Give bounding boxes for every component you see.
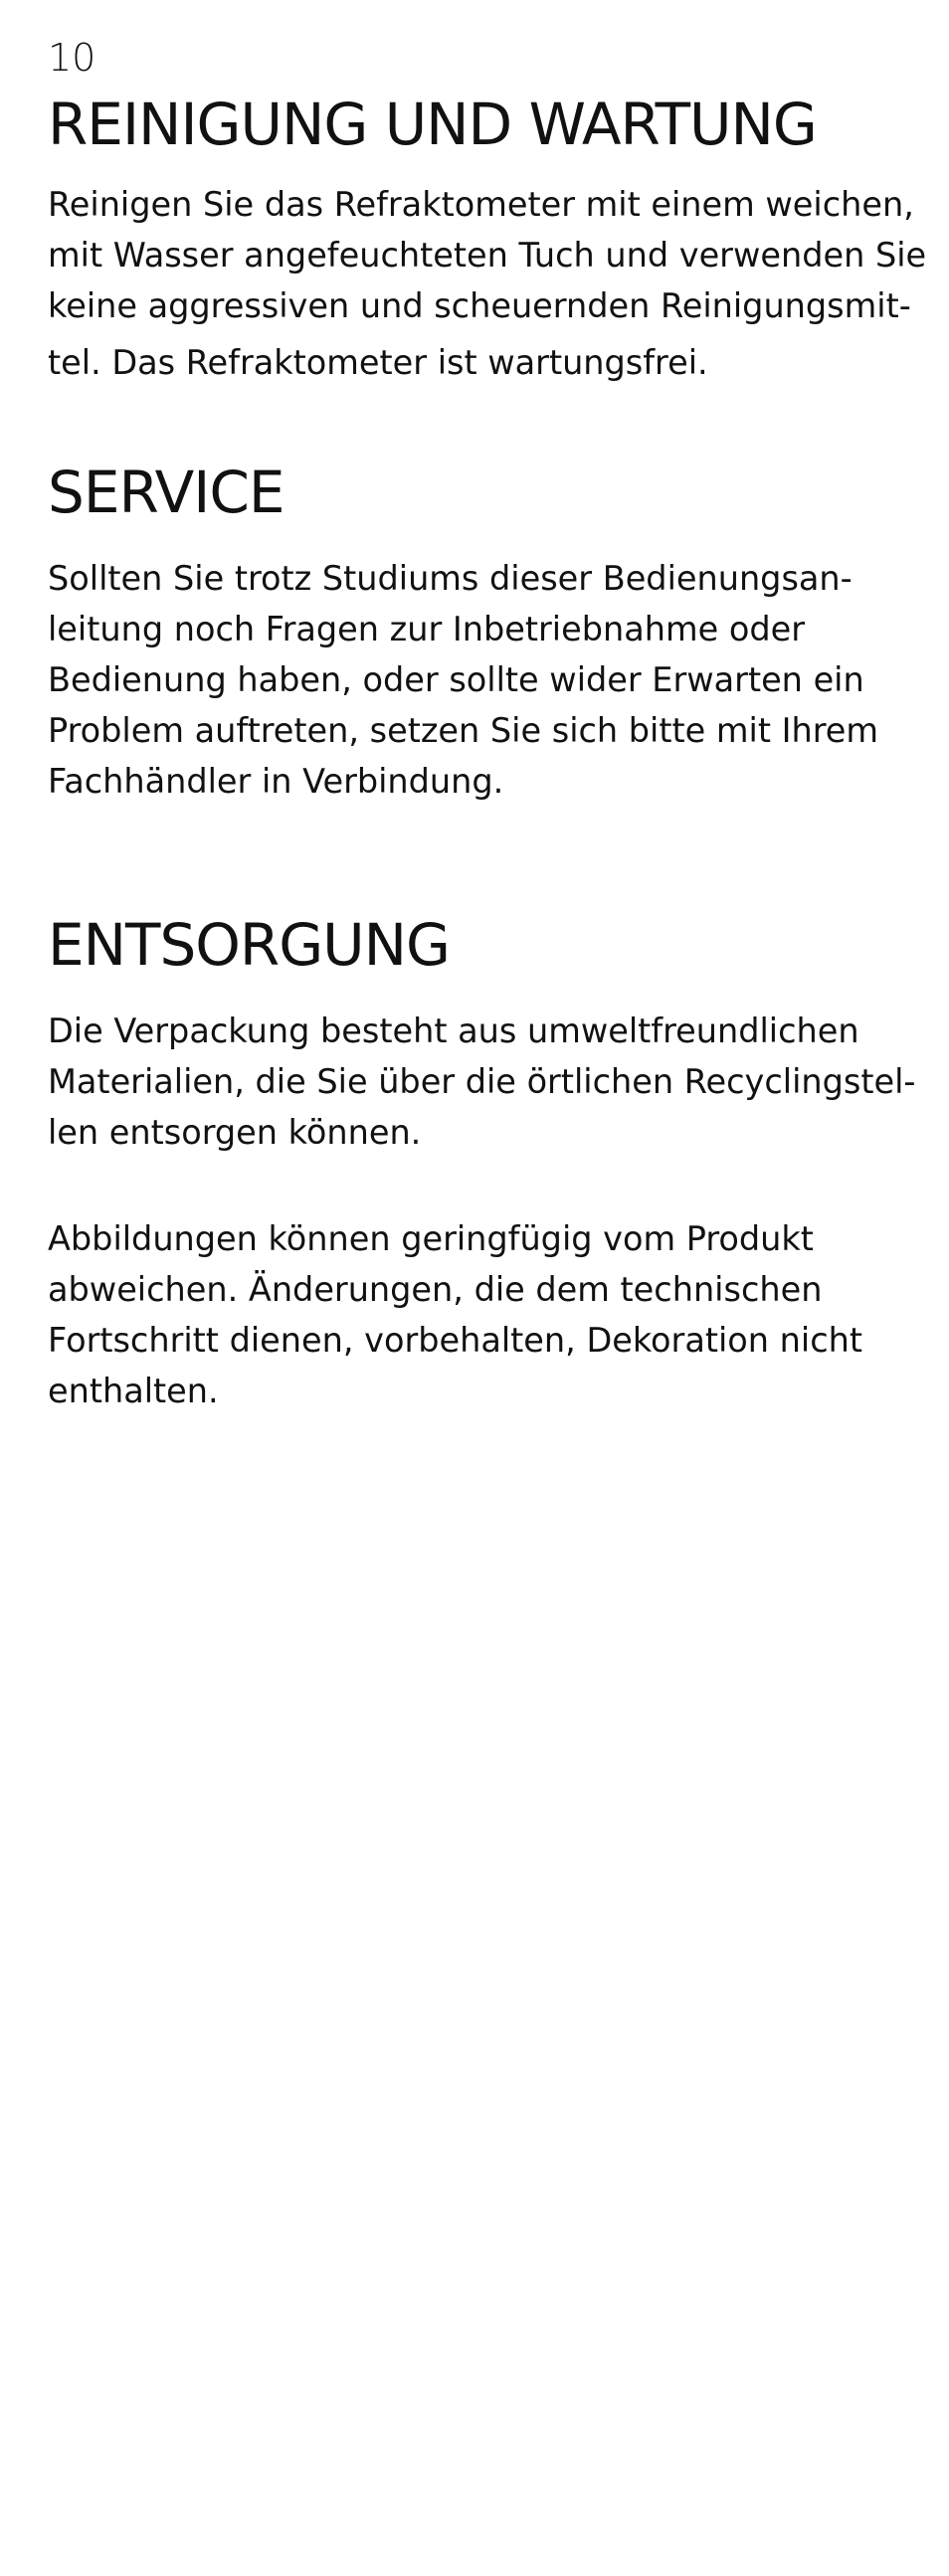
text-line: Die Verpackung besteht aus umweltfreundlichen [48, 1012, 859, 1050]
text-line: mit Wasser angefeuchteten Tuch und verwenden Sie [48, 236, 927, 275]
text-line: leitung noch Fragen zur Inbetriebnahme oder [48, 610, 805, 648]
text-line: Fortschritt dienen, vorbehalten, Dekoration nicht [48, 1321, 862, 1360]
text-line: tel. Das Refraktometer ist wartungsfrei. [48, 343, 708, 382]
text-line: Reinigen Sie das Refraktometer mit einem weichen, [48, 185, 914, 224]
text-line: Sollten Sie trotz Studiums dieser Bedienungsan- [48, 559, 853, 598]
heading-entsorgung: ENTSORGUNG [48, 911, 450, 979]
paragraph-disclaimer [48, 1213, 913, 1416]
paragraph-service [48, 553, 913, 807]
manual-page [48, 36, 927, 1416]
text-line: abweichen. Änderungen, die dem technischen [48, 1270, 823, 1309]
heading-service: SERVICE [48, 459, 285, 526]
text-line: Fachhändler in Verbindung. [48, 762, 504, 801]
paragraph-reinigung [48, 179, 927, 388]
text-line: Problem auftreten, setzen Sie sich bitte mit Ihrem [48, 711, 879, 750]
text-line: Bedienung haben, oder sollte wider Erwarten ein [48, 660, 864, 699]
heading-reinigung-und-wartung: REINIGUNG UND WARTUNG [48, 91, 817, 158]
text-line: len entsorgen können. [48, 1113, 422, 1152]
paragraph-entsorgung [48, 1006, 916, 1158]
text-line: enthalten. [48, 1372, 219, 1410]
text-line: Materialien, die Sie über die örtlichen Recyclingstel- [48, 1062, 916, 1101]
text-line: keine aggressiven und scheuernden Reinigungsmit- [48, 286, 911, 325]
text-line: Abbildungen können geringfügig vom Produkt [48, 1219, 814, 1258]
page-number: 10 [48, 36, 96, 80]
